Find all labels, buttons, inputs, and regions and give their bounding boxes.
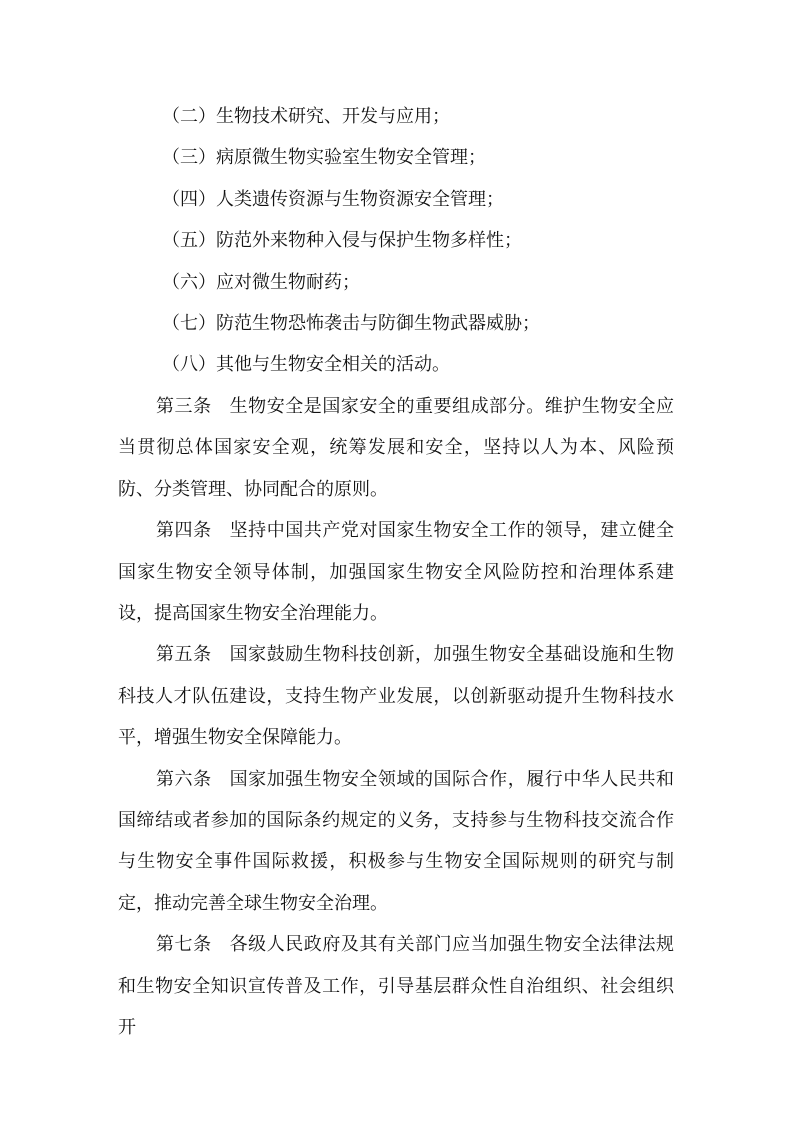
list-item: （六）应对微生物耐药； [162, 271, 360, 293]
activity-list [118, 96, 678, 386]
article-text: 各级人民政府及其有关部门应当加强生物安全法律法规和生物安全知识宣传普及工作，引导基层群众性自治组织、社会组织开 [118, 934, 675, 1039]
article-text: 坚持中国共产党对国家生物安全工作的领导，建立健全国家生物安全领导体制，加强国家生物安全风险防控和治理体系建设，提高国家生物安全治理能力。 [118, 520, 675, 625]
article-4 [118, 510, 674, 634]
list-item: （二）生物技术研究、开发与应用； [162, 106, 450, 127]
article-text: 国家鼓励生物科技创新，加强生物安全基础设施和生物科技人才队伍建设，支持生物产业发展，以创新驱动提升生物科技水平，增强生物安全保障能力。 [118, 644, 675, 749]
article-6 [118, 759, 674, 925]
article-text: 生物安全是国家安全的重要组成部分。维护生物安全应当贯彻总体国家安全观，统筹发展和安全，坚持以人为本、风险预防、分类管理、协同配合的原则。 [118, 396, 675, 500]
articles-section [118, 386, 674, 1049]
article-label: 第四条 [156, 520, 212, 542]
article-label: 第五条 [156, 644, 212, 666]
list-item: （三）病原微生物实验室生物安全管理； [162, 147, 486, 169]
article-text: 国家加强生物安全领域的国际合作，履行中华人民共和国缔结或者参加的国际条约规定的义务，支持参与生物科技交流合作与生物安全事件国际救援，积极参与生物安全国际规则的研究与制定，推动完善全球生物安全治理。 [118, 768, 675, 914]
article-7 [118, 924, 674, 1048]
article-label: 第六条 [156, 768, 212, 790]
list-item: （四）人类遗传资源与生物资源安全管理； [162, 188, 504, 210]
article-label: 第三条 [156, 396, 212, 417]
list-item: （八）其他与生物安全相关的活动。 [162, 354, 450, 376]
article-label: 第七条 [156, 934, 212, 956]
list-item: （七）防范生物恐怖袭击与防御生物武器威胁； [162, 312, 540, 334]
list-item: （五）防范外来物种入侵与保护生物多样性； [162, 230, 522, 252]
article-5 [118, 634, 674, 758]
article-3 [118, 386, 674, 510]
